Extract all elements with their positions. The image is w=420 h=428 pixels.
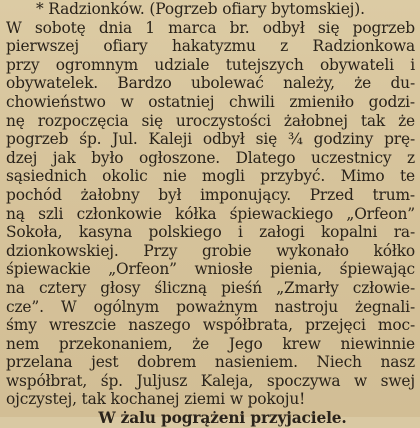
article-line: na cztery głosy śliczną pieśń „Zmarły człowie- xyxy=(6,278,415,297)
article-line: ną szli członkowie kółka śpiewackiego „Orfeon” xyxy=(6,204,415,223)
article-line: cze”. W ogólnym poważnym nastroju żegnali- xyxy=(6,297,415,316)
article-line: dzej jak było ogłoszone. Dlatego uczestnicy z xyxy=(6,148,415,167)
article-line: pierwszej ofiary hakatyzmu z Radzionkowa xyxy=(6,37,415,56)
article-line: W sobotę dnia 1 marca br. odbył się pogrzeb xyxy=(6,18,415,37)
article-line: nę rozpoczęcia się uroczystości żałobnej tak że xyxy=(6,111,415,130)
article-line: współbrat, śp. Juljusz Kaleja, spoczywa w swej xyxy=(6,371,415,390)
article-line: Sokoła, kasyna polskiego i załogi kopalni ra- xyxy=(6,223,415,242)
article-signature: W żalu pogrążeni przyjaciele. xyxy=(98,409,347,428)
article-line: obywatelek. Bardzo ubolewać należy, że du- xyxy=(6,74,415,93)
article-line: dzionkowskiej. Przy grobie wykonało kółko xyxy=(6,241,415,260)
article-line: przelana jest dobrem nasieniem. Niech nasz xyxy=(6,353,415,372)
article-line: ojczystej, tak kochanej ziemi w pokoju! xyxy=(6,390,306,409)
article-line: śpiewackie „Orfeon” wniosłe pienia, śpiewając xyxy=(6,260,415,279)
article-line: pochód żałobny był imponujący. Przed trum- xyxy=(6,185,415,204)
article-line: śmy wreszcie naszego współbrata, przejęci moc- xyxy=(6,316,415,335)
article-line: nem przekonaniem, że Jego krew niewinnie xyxy=(6,334,415,353)
article-line: chowieństwo w ostatniej chwili zmieniło godzi- xyxy=(6,92,415,111)
article-heading-line: * Radzionków. (Pogrzeb ofiary bytomskiej). xyxy=(36,0,365,18)
article-line: przy ogromnym udziale tutejszych obywateli i xyxy=(6,55,415,74)
article-line: pogrzeb śp. Jul. Kaleji odbył się ¾ godziny prę- xyxy=(6,130,415,149)
article-line: sąsiednich okolic nie mogli przybyć. Mimo te xyxy=(6,167,415,186)
